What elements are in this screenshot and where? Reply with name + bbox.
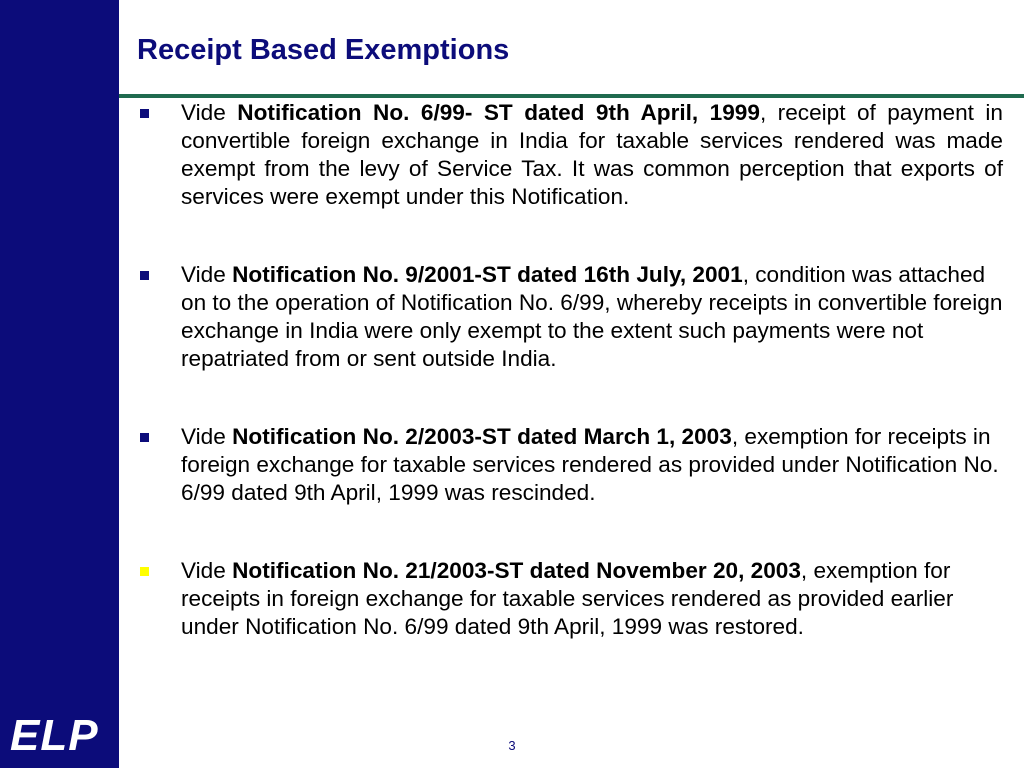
page-number: 3 [508,738,516,753]
bullet-text: , condition was attached on to the operation of Notification No. 6/99, whereby receipts in convertible foreign exchange in India were only exempt to the extent such payments were not repatriated from or sent outside India. [181,262,1003,371]
slide-title: Receipt Based Exemptions [137,34,510,66]
sidebar-band [0,0,119,768]
notification-reference: Notification No. 9/2001-ST dated 16th July, 2001 [232,262,743,287]
bullet-prefix: Vide [181,558,233,583]
bullet-prefix: Vide [181,100,238,125]
notification-reference: Notification No. 21/2003-ST dated November 20, 2003 [232,558,801,583]
bullet-item-2 [137,261,1003,373]
title-divider [119,94,1024,98]
square-bullet-icon [140,567,149,576]
bullet-text: , exemption for receipts in foreign exchange for taxable services rendered as provided earlier under Notification No. 6/99 dated 9th April, 1999 was restored. [181,558,954,639]
notification-reference: Notification No. 2/2003-ST dated March 1, 2003 [232,424,732,449]
notification-reference: Notification No. 6/99- ST dated 9th April, 1999 [237,100,760,125]
bullet-item-3 [137,423,1003,507]
elp-logo: ELP [10,711,99,760]
square-bullet-icon [140,271,149,280]
bullet-item-1 [137,99,1003,211]
square-bullet-icon [140,109,149,118]
bullet-prefix: Vide [181,424,233,449]
bullet-text: , receipt of payment in convertible foreign exchange in India for taxable services rendered was made exempt from the levy of Service Tax. It was common perception that exports of services were exempt under this Notification. [181,100,1003,209]
bullet-list [137,99,1003,691]
square-bullet-icon [140,433,149,442]
bullet-item-4 [137,557,1003,641]
bullet-prefix: Vide [181,262,233,287]
bullet-text: , exemption for receipts in foreign exchange for taxable services rendered as provided under Notification No. 6/99 dated 9th April, 1999 was rescinded. [181,424,999,505]
